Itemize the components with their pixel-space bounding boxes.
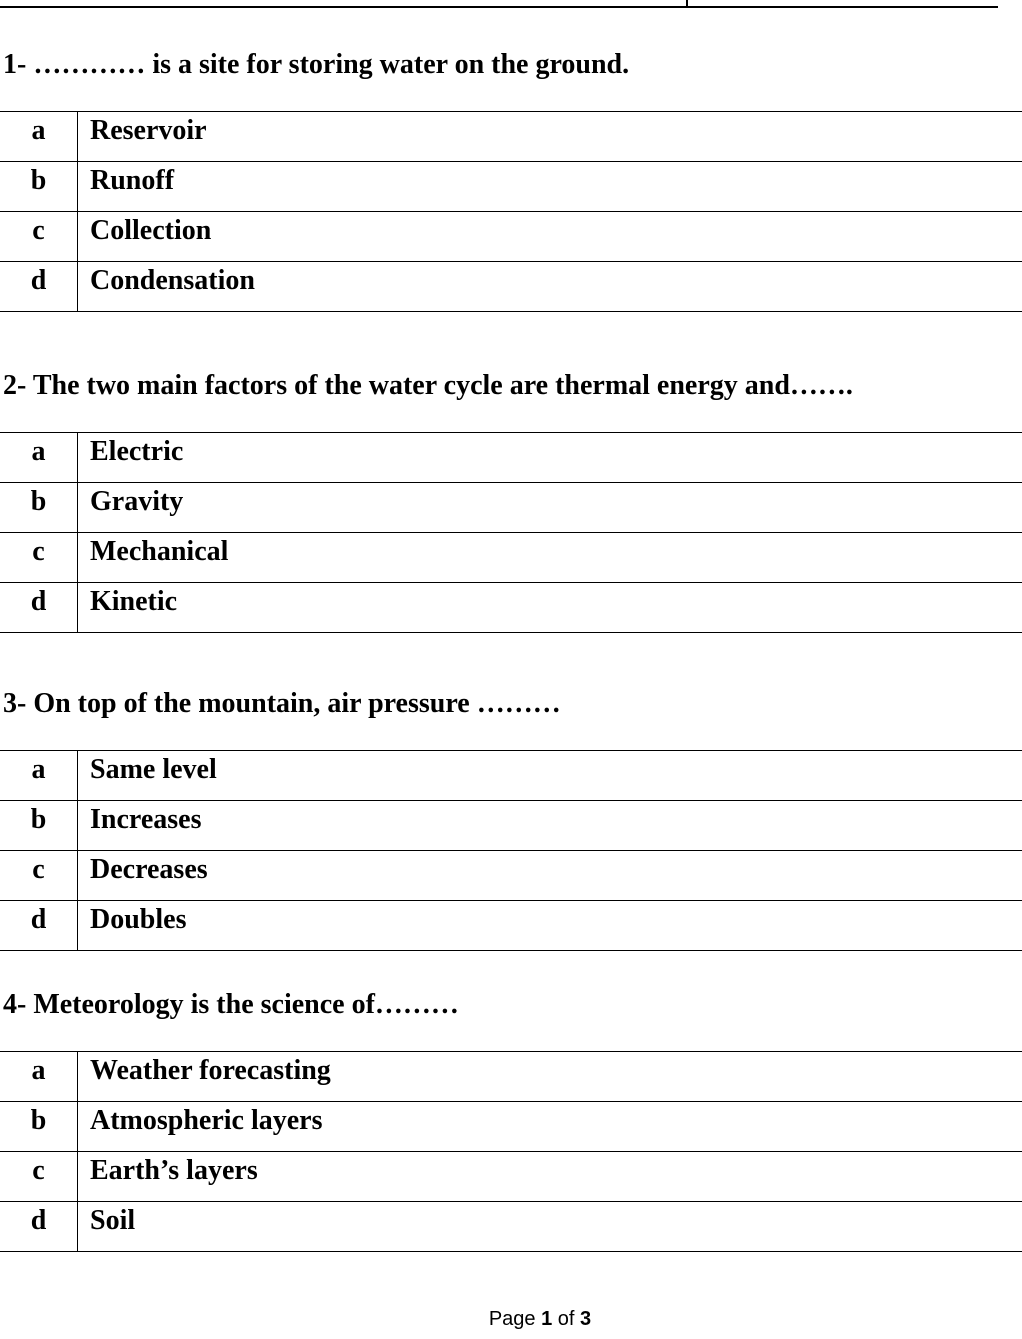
option-letter: c <box>32 215 45 246</box>
option-letter: c <box>32 1155 45 1186</box>
question-2-prompt: 2- The two main factors of the water cycle are thermal energy and……. <box>3 370 853 401</box>
option-text: Weather forecasting <box>78 1052 1022 1102</box>
option-row[interactable] <box>0 433 1022 483</box>
question-3-prompt: 3- On top of the mountain, air pressure ……… <box>3 688 561 719</box>
top-border-right <box>688 0 998 8</box>
option-letter: b <box>30 165 47 196</box>
option-row[interactable] <box>0 1102 1022 1152</box>
option-letter: c <box>32 536 45 567</box>
option-text: Electric <box>78 433 1022 483</box>
option-row[interactable] <box>0 1052 1022 1102</box>
option-letter: d <box>30 586 47 617</box>
option-row[interactable] <box>0 533 1022 583</box>
option-text: Reservoir <box>78 112 1022 162</box>
option-text: Increases <box>78 801 1022 851</box>
option-letter: a <box>31 754 46 785</box>
question-4-options <box>0 1051 1022 1252</box>
page-word: Page <box>488 1308 536 1330</box>
question-1-options <box>0 111 1022 312</box>
current-page-number: 1 <box>541 1308 553 1330</box>
option-row[interactable] <box>0 851 1022 901</box>
question-1-prompt: 1- ………… is a site for storing water on the ground. <box>3 49 630 80</box>
option-text: Decreases <box>78 851 1022 901</box>
option-letter: d <box>30 1205 47 1236</box>
option-letter: d <box>30 265 47 296</box>
option-row[interactable] <box>0 583 1022 633</box>
option-letter: a <box>31 115 46 146</box>
option-text: Doubles <box>78 901 1022 951</box>
top-border-left <box>0 0 688 8</box>
option-letter: a <box>31 436 46 467</box>
of-word: of <box>557 1308 575 1330</box>
option-letter: a <box>31 1055 46 1086</box>
option-row[interactable] <box>0 901 1022 951</box>
option-row[interactable] <box>0 212 1022 262</box>
option-row[interactable] <box>0 162 1022 212</box>
question-2-options <box>0 432 1022 633</box>
option-row[interactable] <box>0 112 1022 162</box>
option-row[interactable] <box>0 262 1022 312</box>
option-text: Runoff <box>78 162 1022 212</box>
option-row[interactable] <box>0 1152 1022 1202</box>
page-footer <box>0 1308 1022 1331</box>
option-row[interactable] <box>0 1202 1022 1252</box>
option-letter: d <box>30 904 47 935</box>
question-4-prompt: 4- Meteorology is the science of……… <box>3 989 459 1020</box>
option-row[interactable] <box>0 483 1022 533</box>
option-row[interactable] <box>0 801 1022 851</box>
option-text: Soil <box>78 1202 1022 1252</box>
option-text: Atmospheric layers <box>78 1102 1022 1152</box>
question-3-options <box>0 750 1022 951</box>
option-text: Same level <box>78 751 1022 801</box>
option-letter: b <box>30 804 47 835</box>
option-row[interactable] <box>0 751 1022 801</box>
total-pages-number: 3 <box>580 1308 592 1330</box>
option-text: Earth’s layers <box>78 1152 1022 1202</box>
option-letter: b <box>30 486 47 517</box>
option-letter: c <box>32 854 45 885</box>
option-text: Collection <box>78 212 1022 262</box>
option-text: Kinetic <box>78 583 1022 633</box>
option-text: Condensation <box>78 262 1022 312</box>
option-text: Gravity <box>78 483 1022 533</box>
option-letter: b <box>30 1105 47 1136</box>
option-text: Mechanical <box>78 533 1022 583</box>
